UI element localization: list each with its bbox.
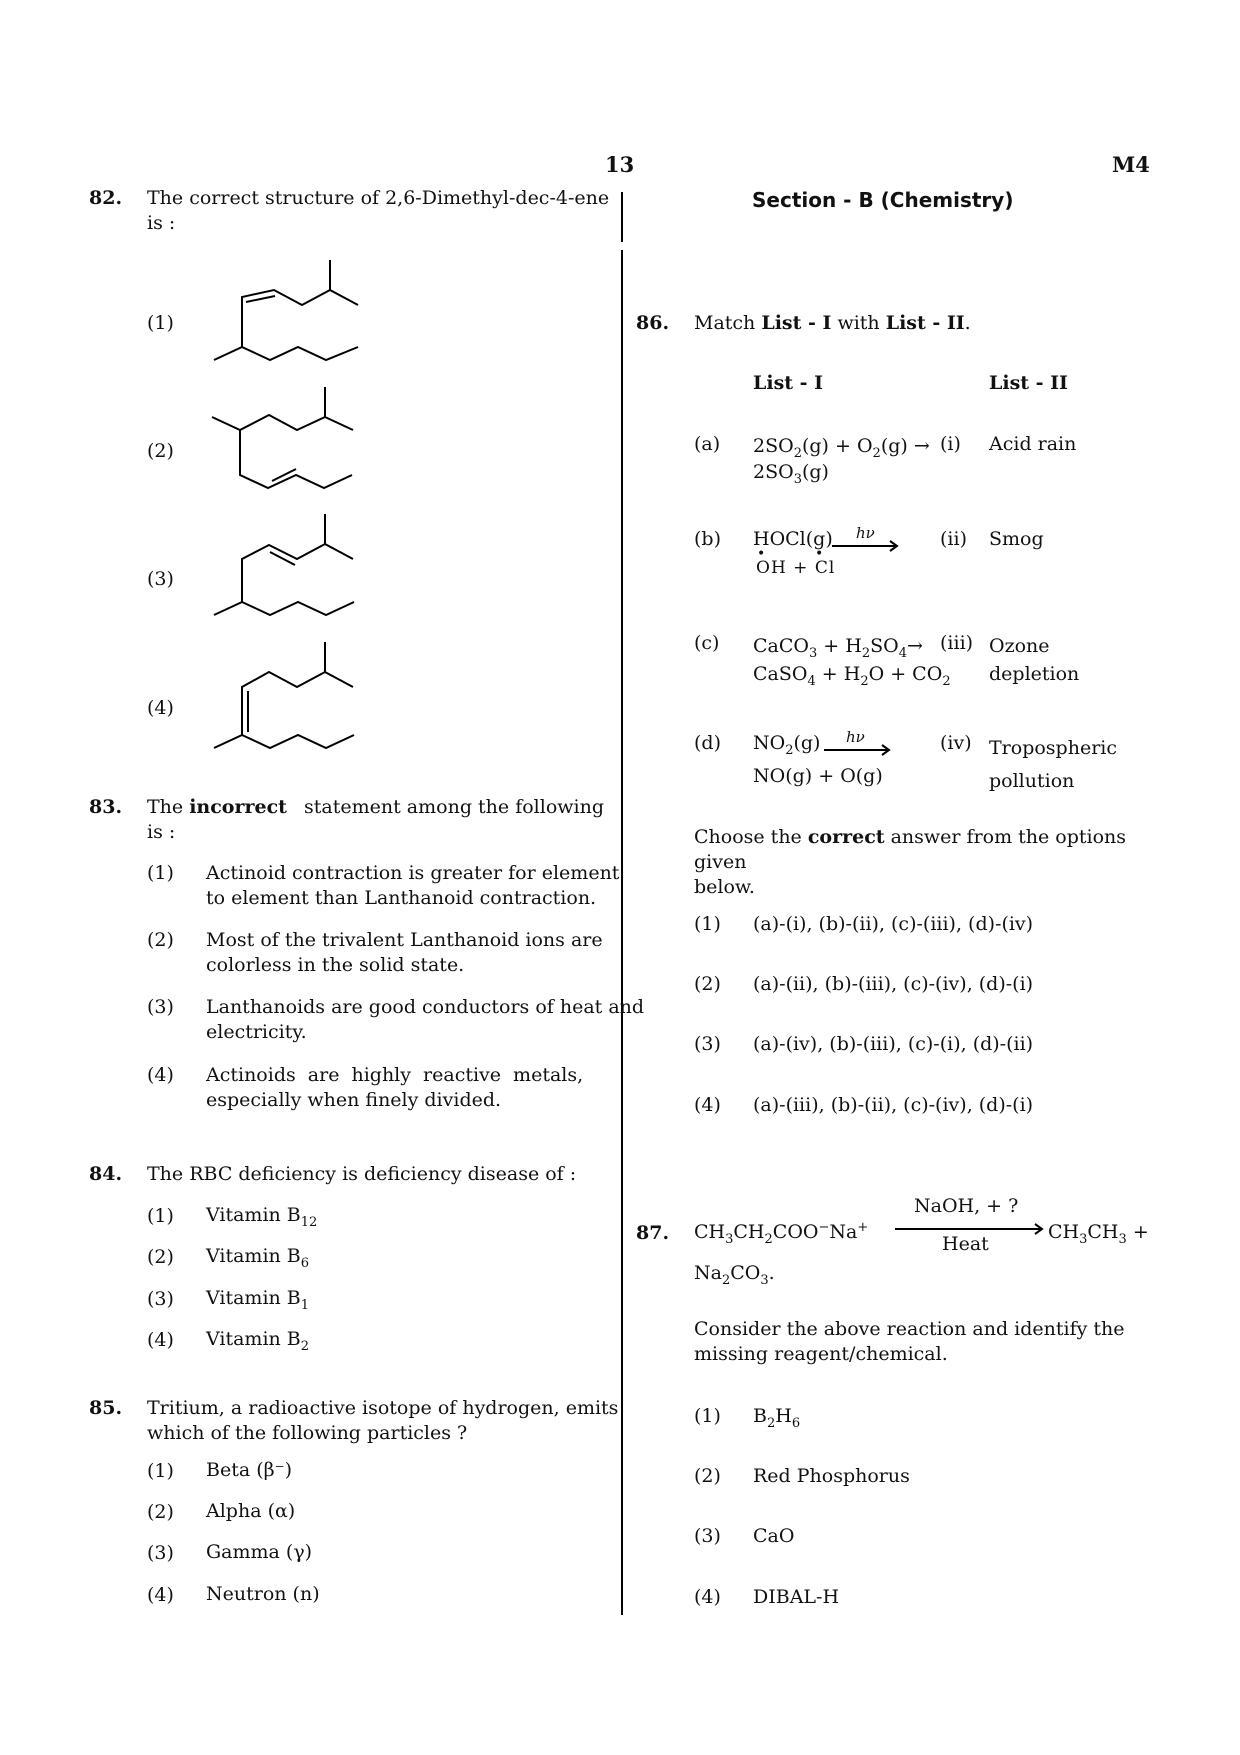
q87-option-2-num: (2) <box>694 1465 721 1487</box>
double-bond <box>270 552 295 565</box>
q82-structure-2 <box>200 385 370 500</box>
q86-option-2-num: (2) <box>694 973 721 995</box>
q83-option-4-num: (4) <box>147 1064 174 1086</box>
q87-instruction: Consider the above reaction and identify the missing reagent/chemical. <box>694 1318 1125 1365</box>
row-d-products: NO(g) + O(g) <box>753 765 883 787</box>
row-d-match: Tropospheric pollution <box>989 737 1117 792</box>
row-b-roman: (ii) <box>940 528 967 550</box>
bond <box>325 642 353 687</box>
q87-option-1: $B_2H_6$ <box>753 1405 801 1431</box>
q83-option-4: Actinoids are highly reactive metals, especially when finely divided. <box>206 1064 584 1111</box>
q87-option-3-num: (3) <box>694 1525 721 1547</box>
q85-option-1-num: (1) <box>147 1460 174 1482</box>
q85-option-3: Gamma (γ) <box>206 1541 313 1563</box>
q82-structure-3 <box>200 512 370 627</box>
bond <box>242 602 354 615</box>
bond <box>214 290 330 360</box>
q86-number: 86. <box>636 312 670 334</box>
q83-question: The incorrect statement among the following is : <box>147 796 604 843</box>
row-b-hv: hν <box>856 524 875 542</box>
q87-option-4-num: (4) <box>694 1586 721 1608</box>
section-title: Section - B (Chemistry) <box>752 188 1014 212</box>
bond <box>214 544 325 615</box>
q84-option-2-num: (2) <box>147 1246 174 1268</box>
q83-number: 83. <box>89 796 123 818</box>
row-b-arrow <box>830 540 902 552</box>
q86-option-3-num: (3) <box>694 1033 721 1055</box>
q84-option-1: Vitamin $B_{12}$ <box>206 1204 318 1230</box>
q85-option-3-num: (3) <box>147 1542 174 1564</box>
row-b-products: O • H + Cl • <box>756 546 836 578</box>
q83-option-2-num: (2) <box>147 929 174 951</box>
q86-option-3: (a)-(iv), (b)-(iii), (c)-(i), (d)-(ii) <box>753 1033 1034 1055</box>
q83-option-3-num: (3) <box>147 996 174 1018</box>
row-a-roman: (i) <box>940 433 961 455</box>
q87-option-1-num: (1) <box>694 1405 721 1427</box>
double-bond <box>246 296 275 302</box>
q82-option-2-label: (2) <box>147 440 174 462</box>
q86-option-1-num: (1) <box>694 913 721 935</box>
q87-reagent-top: NaOH, + ? <box>914 1195 1019 1217</box>
q85-option-4-num: (4) <box>147 1584 174 1606</box>
bond <box>242 347 358 360</box>
paper-code: M4 <box>1112 152 1150 177</box>
q86-option-4-num: (4) <box>694 1094 721 1116</box>
bond <box>240 430 352 488</box>
q87-reactant: $CH_3CH_2COO^-Na^+$ <box>694 1220 869 1247</box>
row-b-match: Smog <box>989 528 1044 550</box>
q85-question: Tritium, a radioactive isotope of hydrogen, emits which of the following particles ? <box>147 1397 619 1444</box>
q82-question <box>147 186 609 236</box>
list2-header: List - II <box>989 372 1068 394</box>
row-d-arrow <box>822 744 894 756</box>
q87-product: $CH_3CH_3$ + <box>1048 1221 1149 1247</box>
q84-option-3-num: (3) <box>147 1288 174 1310</box>
q87-option-3: CaO <box>753 1525 795 1547</box>
q84-number: 84. <box>89 1163 123 1185</box>
row-d-hv: hν <box>846 728 865 746</box>
q86-option-4: (a)-(iii), (b)-(ii), (c)-(iv), (d)-(i) <box>753 1094 1034 1116</box>
q82-structure-4 <box>200 640 370 755</box>
bond <box>330 260 358 305</box>
row-c-label: (c) <box>694 632 720 654</box>
q83-option-2: Most of the trivalent Lanthanoid ions are colorless in the solid state. <box>206 929 603 976</box>
column-divider <box>621 192 623 1615</box>
q84-option-3: Vitamin $B_1$ <box>206 1287 310 1313</box>
row-a-reaction: $2SO_2(g) + O_2(g)$ → $2SO_3(g)$ <box>753 435 930 487</box>
row-c-reaction: CaCO$_3$ + $H_2SO_4\to$ CaSO$_4$ + $H_2O + CO_2$ <box>753 635 951 689</box>
row-b-label: (b) <box>694 528 721 550</box>
row-d-roman: (iv) <box>940 732 972 754</box>
q87-option-2: Red Phosphorus <box>753 1465 910 1487</box>
q85-option-1: Beta (β⁻) <box>206 1459 293 1481</box>
q82-line2: is : <box>147 212 176 234</box>
q82-option-1-label: (1) <box>147 312 174 334</box>
q84-option-4: Vitamin $B_2$ <box>206 1328 310 1354</box>
q85-option-4: Neutron (n) <box>206 1583 320 1605</box>
q83-option-1-num: (1) <box>147 862 174 884</box>
q86-option-1: (a)-(i), (b)-(ii), (c)-(iii), (d)-(iv) <box>753 913 1034 935</box>
q83-emphasis: incorrect <box>189 796 287 818</box>
bond <box>214 672 325 748</box>
q83-option-1: Actinoid contraction is greater for element to element than Lanthanoid contraction. <box>206 862 620 909</box>
bond <box>242 735 354 748</box>
q82-option-4-label: (4) <box>147 697 174 719</box>
page-number: 13 <box>605 152 635 177</box>
row-a-match: Acid rain <box>989 433 1077 455</box>
q85-number: 85. <box>89 1397 123 1419</box>
row-c-match: Ozone depletion <box>989 635 1080 685</box>
q82-option-3-label: (3) <box>147 568 174 590</box>
q84-option-4-num: (4) <box>147 1329 174 1351</box>
q85-option-2: Alpha (α) <box>206 1500 296 1522</box>
q82-line1: The correct structure of 2,6-Dimethyl-dec-4-ene <box>147 187 610 209</box>
row-b-reactant: HOCl(g) <box>753 528 833 550</box>
list1-header: List - I <box>753 372 824 394</box>
bond <box>212 415 325 430</box>
bond <box>325 387 353 430</box>
q84-question: The RBC deficiency is deficiency disease of : <box>147 1163 577 1185</box>
q87-reagent-bottom: Heat <box>942 1233 989 1255</box>
row-a-label: (a) <box>694 433 721 455</box>
q82-structure-1 <box>200 255 370 370</box>
row-d-label: (d) <box>694 732 721 754</box>
q85-option-2-num: (2) <box>147 1501 174 1523</box>
row-d-reactant: $NO_2(g)$ <box>753 732 821 758</box>
q83-option-3: Lanthanoids are good conductors of heat and electricity. <box>206 996 645 1043</box>
double-bond <box>272 469 296 481</box>
row-c-roman: (iii) <box>940 632 974 654</box>
q87-number: 87. <box>636 1222 670 1244</box>
q82-number: 82. <box>89 187 123 209</box>
q86-option-2: (a)-(ii), (b)-(iii), (c)-(iv), (d)-(i) <box>753 973 1034 995</box>
bond <box>325 514 353 559</box>
q86-instruction: Choose the correct answer from the options given below. <box>694 826 1127 898</box>
q86-question: Match List - I with List - II. <box>694 312 971 334</box>
q84-option-2: Vitamin $B_6$ <box>206 1245 310 1271</box>
q87-option-4: DIBAL-H <box>753 1586 840 1608</box>
q87-product-2: $Na_2CO_3$. <box>694 1262 775 1288</box>
q84-option-1-num: (1) <box>147 1205 174 1227</box>
